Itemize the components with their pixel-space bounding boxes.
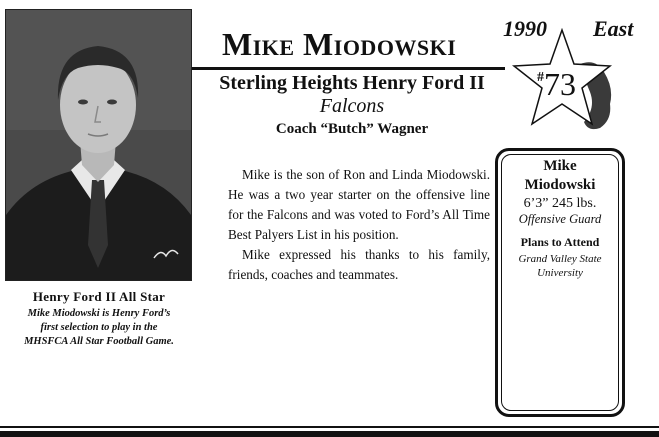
caption-text [0, 307, 198, 349]
bio-text [228, 165, 490, 285]
number-symbol: # [537, 70, 544, 85]
number-value: 73 [544, 66, 576, 102]
info-plans-label: Plans to Attend [520, 235, 600, 249]
photo-caption [0, 289, 198, 349]
info-college [498, 252, 622, 280]
jersey-number [537, 66, 576, 103]
player-photo [5, 9, 192, 281]
school-mascot: Falcons [319, 95, 385, 117]
region-label: East [593, 16, 634, 41]
header-rule [192, 67, 505, 70]
caption-line-2: first selection to play in the [40, 322, 158, 333]
info-last-name: Miodowski [524, 177, 596, 193]
info-height-weight: 6’3” 245 lbs. [523, 196, 597, 211]
bio-paragraph-2: Mike expressed his thanks to his family, friends, coaches and teammates. [228, 247, 490, 282]
college-line-1: Grand Valley State [518, 253, 602, 265]
school-name: Sterling Heights Henry Ford II [219, 72, 485, 94]
bio-paragraph-1: Mike is the son of Ron and Linda Miodowski. He was a two year starter on the offensive line for the Falcons and was voted to Ford’s All Time Best Palyers List in his position. [228, 167, 490, 242]
player-name-title: Mike Miodowski [222, 26, 457, 62]
footer-rule-thick [0, 431, 659, 437]
college-line-2: University [537, 267, 583, 279]
caption-line-1: Mike Miodowski is Henry Ford’s [27, 308, 171, 319]
year-label: 1990 [503, 16, 547, 41]
footer-rule-thin [0, 426, 659, 428]
caption-heading: Henry Ford II All Star [32, 289, 166, 304]
coach-name: Coach “Butch” Wagner [275, 121, 429, 137]
info-position: Offensive Guard [518, 212, 602, 226]
info-first-name: Mike [543, 158, 577, 174]
caption-line-3: MHSFCA All Star Football Game. [24, 336, 174, 347]
player-info-box [495, 148, 625, 417]
player-portrait-image [6, 10, 191, 280]
